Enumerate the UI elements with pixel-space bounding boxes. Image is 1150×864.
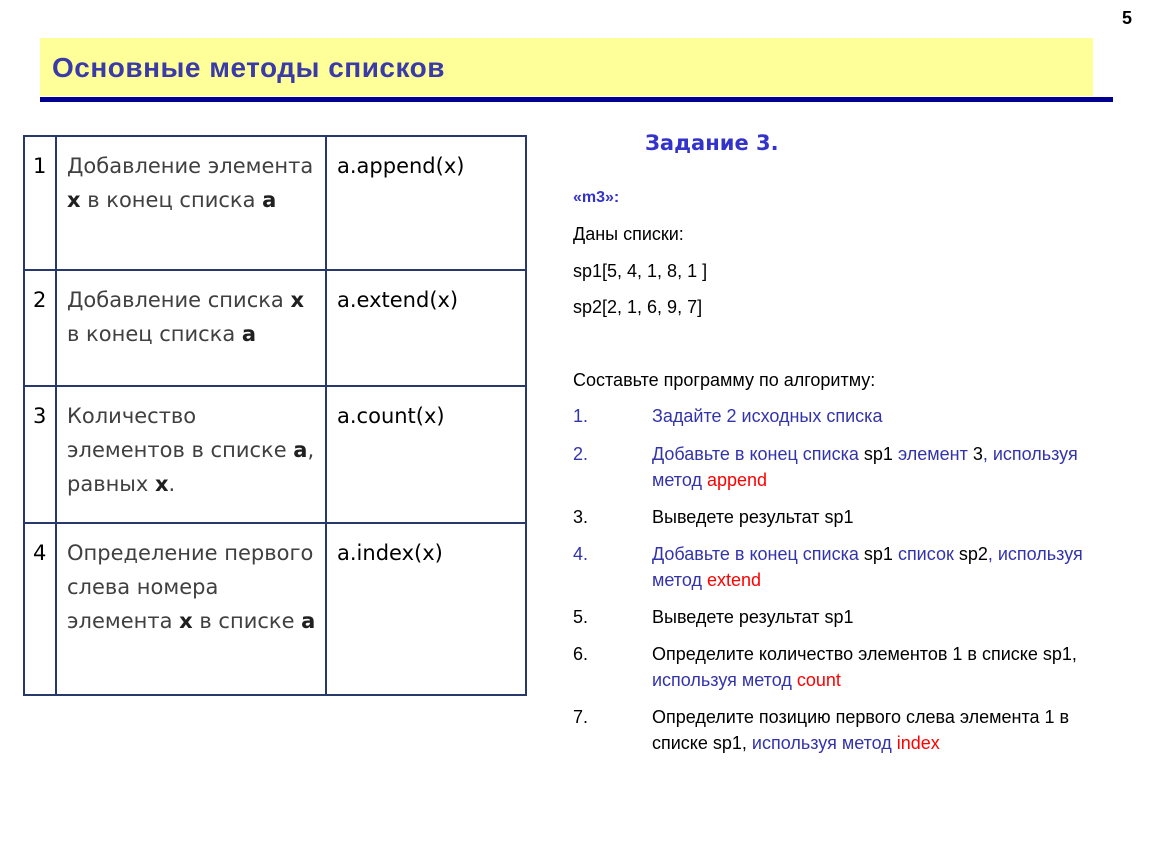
table-row: [24, 136, 526, 270]
task-code-label: «m3»:: [573, 189, 620, 206]
method-description: Добавление списка x в конец списка a: [56, 270, 326, 386]
method-code: a.extend(x): [326, 270, 526, 386]
method-code: a.index(x): [326, 523, 526, 695]
instruction-text: Составьте программу по алгоритму:: [573, 370, 876, 390]
given-label: Даны списки:: [573, 224, 684, 244]
task-title: Задание 3.: [645, 131, 779, 155]
page-number: 5: [1122, 8, 1133, 28]
list1-text: sp1[5, 4, 1, 8, 1 ]: [573, 261, 708, 281]
title-underline: [40, 97, 1113, 102]
methods-table: [23, 135, 527, 696]
method-description: Количество элементов в списке a, равных x.: [56, 386, 326, 523]
method-code: a.count(x): [326, 386, 526, 523]
table-row: [24, 270, 526, 386]
list2-text: sp2[2, 1, 6, 9, 7]: [573, 297, 703, 317]
page-title: Основные методы списков: [52, 52, 445, 83]
method-description: Добавление элемента x в конец списка a: [56, 136, 326, 270]
method-code: a.append(x): [326, 136, 526, 270]
method-description: Определение первого слева номера элемента x в списке a: [56, 523, 326, 695]
row-number: 3: [24, 386, 56, 523]
table-row: [24, 386, 526, 523]
table-row: [24, 523, 526, 695]
row-number: 1: [24, 136, 56, 270]
row-number: 4: [24, 523, 56, 695]
row-number: 2: [24, 270, 56, 386]
